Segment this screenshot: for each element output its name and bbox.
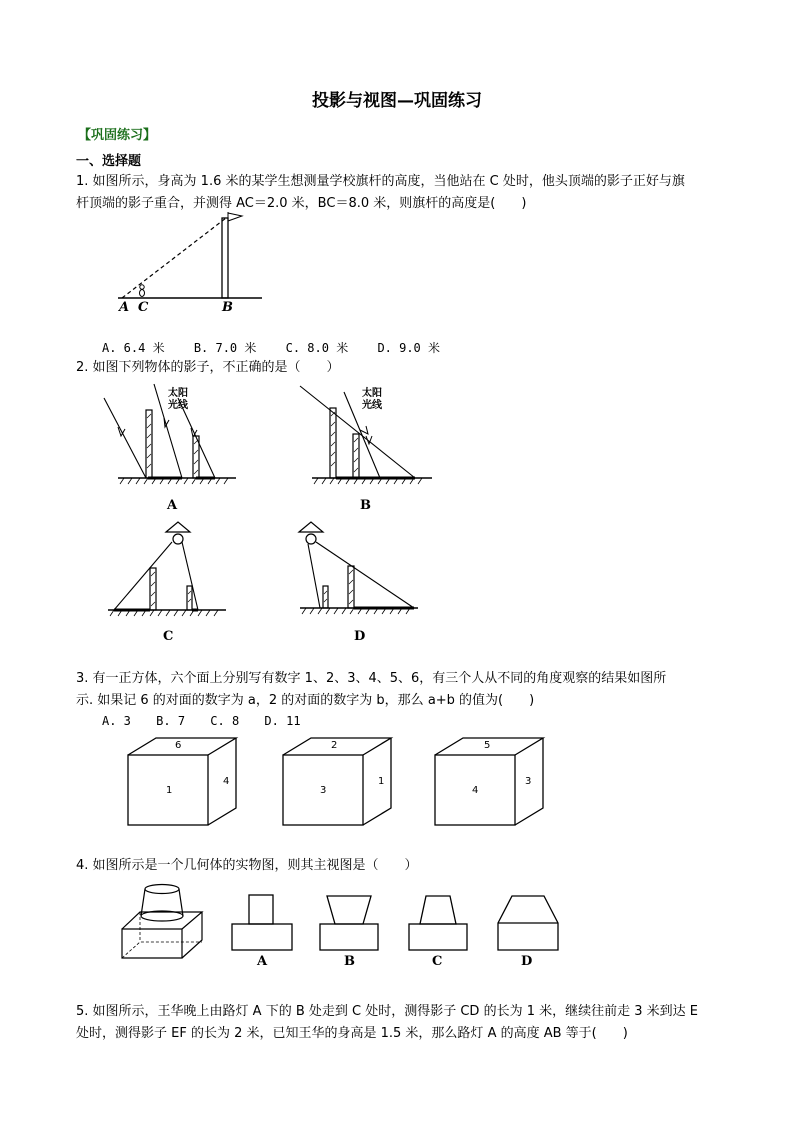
question-3-line1: 3. 有一正方体，六个面上分别写有数字 1、2、3、4、5、6，有三个人从不同的角度观察的结果如图所: [76, 671, 667, 686]
question-3-line2: 示. 如果记 6 的对面的数字为 a，2 的对面的数字为 b，那么 a+b 的值为( ): [76, 693, 535, 708]
question-3: [76, 668, 726, 712]
section-label: 【巩固练习】: [78, 128, 157, 143]
question-1-options: [102, 339, 462, 356]
figure1-label-b: B: [222, 300, 233, 315]
cube-2-side: 1: [378, 776, 385, 787]
option-a[interactable]: A. 6.4 米: [102, 341, 165, 355]
option-b[interactable]: B. 7.0 米: [193, 341, 257, 355]
cube-1-side: 4: [223, 776, 230, 787]
option-c[interactable]: C. 8.0 米: [285, 341, 349, 355]
figure2-label-b: B: [360, 498, 371, 513]
option-d[interactable]: D. 9.0 米: [377, 341, 441, 355]
solid-object: [122, 885, 202, 959]
figure1-label-a: A: [119, 300, 130, 315]
cube-2-front: 3: [320, 785, 327, 796]
question-2: [76, 357, 726, 379]
question-1-line2: 杆顶端的影子重合，并测得 AC＝2.0 米，BC＝8.0 米，则旗杆的高度是( ): [76, 196, 527, 211]
cube-3-top: 5: [484, 740, 491, 751]
option-b[interactable]: B. 7: [156, 714, 186, 728]
view-option-b: [320, 896, 378, 950]
question-4-line1: 4. 如图所示是一个几何体的实物图，则其主视图是（ ）: [76, 858, 418, 873]
cube-1-top: 6: [175, 740, 182, 751]
cube-2: [283, 738, 391, 825]
sun-light-label-a: 太阳 光线: [168, 388, 188, 411]
question-1-line1: 1. 如图所示，身高为 1.6 米的某学生想测量学校旗杆的高度，当他站在 C 处时，他头顶端的影子正好与旗: [76, 174, 685, 189]
question-2-line1: 2. 如图下列物体的影子，不正确的是（ ）: [76, 360, 340, 375]
option-d[interactable]: D. 11: [264, 714, 301, 728]
lamp-figure-d: [299, 522, 418, 614]
question-5-line1: 5. 如图所示，王华晚上由路灯 A 下的 B 处走到 C 处时，测得影子 CD 的长为 1 米，继续往前走 3 米到达 E: [76, 1004, 698, 1019]
view-option-d: [498, 896, 558, 950]
cube-3-side: 3: [525, 776, 532, 787]
page-title: 投影与视图—巩固练习: [312, 91, 482, 111]
part-heading: 一、选择题: [76, 154, 142, 169]
figure2-label-c: C: [163, 629, 174, 644]
option-c[interactable]: C. 8: [210, 714, 240, 728]
cube-3-front: 4: [472, 785, 479, 796]
cube-2-top: 2: [331, 740, 338, 751]
lamp-figure-c: [108, 522, 226, 616]
view-option-a: [232, 895, 292, 950]
figure4-label-b: B: [344, 954, 355, 969]
figure2-label-d: D: [354, 629, 366, 644]
question-5-line2: 处时，测得影子 EF 的长为 2 米，已知王华的身高是 1.5 米，那么路灯 A 的高度 AB 等于( ): [76, 1026, 628, 1041]
cube-1: [128, 738, 236, 825]
option-a[interactable]: A. 3: [102, 714, 131, 728]
figure4-label-c: C: [432, 954, 443, 969]
figure4-label-d: D: [521, 954, 533, 969]
question-5: [76, 1001, 726, 1045]
cube-1-front: 1: [166, 785, 173, 796]
figure1-label-c: C: [138, 300, 149, 315]
question-3-options: [102, 714, 319, 728]
sun-light-label-b: 太阳 光线: [362, 388, 382, 411]
flagpole-figure: [118, 212, 262, 298]
figure4-label-a: A: [257, 954, 268, 969]
question-4: [76, 855, 726, 877]
figure2-label-a: A: [167, 498, 178, 513]
view-option-c: [409, 896, 467, 950]
